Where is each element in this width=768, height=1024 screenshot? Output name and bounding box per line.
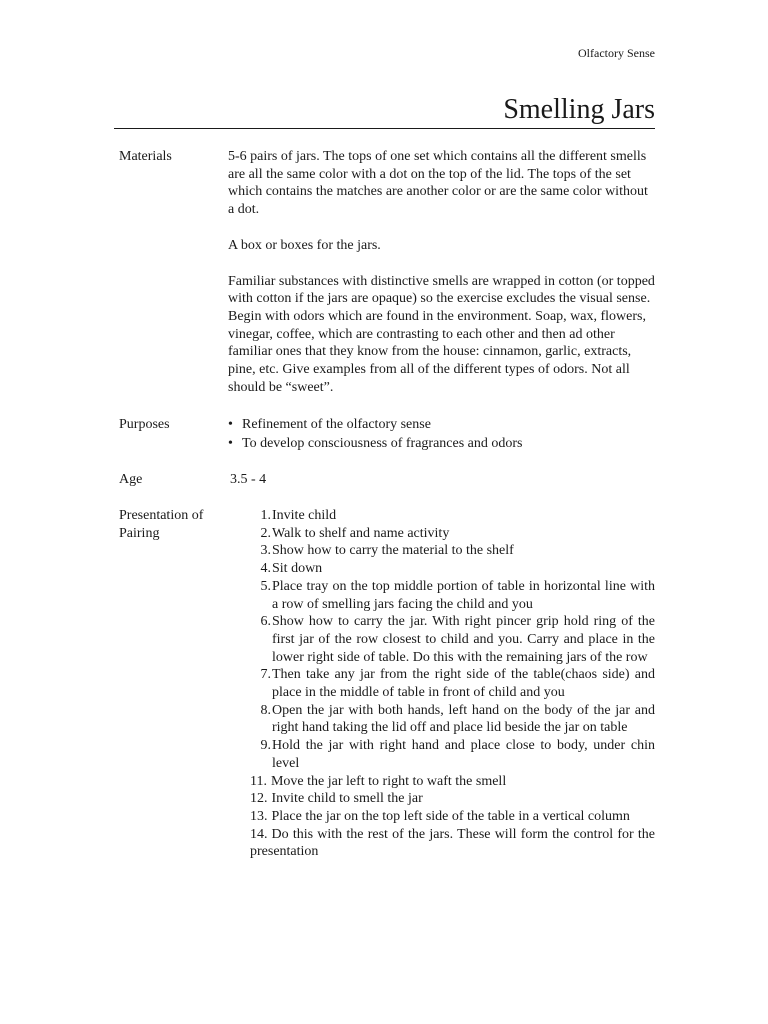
step-text: Hold the jar with right hand and place close to body, under chin level xyxy=(272,738,655,771)
age-section xyxy=(119,471,655,491)
step-text: Place the jar on the top left side of the table in a vertical column xyxy=(271,808,630,824)
step-text: Invite child to smell the jar xyxy=(271,791,423,807)
step-number: 7. xyxy=(260,667,271,683)
paragraph-gap xyxy=(228,219,655,237)
step-item xyxy=(228,808,655,826)
step-text: Open the jar with both hands, left hand on the body of the jar and right hand taking the lid off and place lid beside the jar on table xyxy=(272,702,655,736)
step-item xyxy=(228,773,655,791)
step-text: Show how to carry the jar. With right pincer grip hold ring of the first jar of the row closest to child and you. Carry and place in the lower right side of table. Do this with the remaining jars of the row xyxy=(272,614,655,665)
step-number: 3. xyxy=(260,543,271,559)
step-item xyxy=(228,702,655,737)
step-number: 9. xyxy=(260,738,271,754)
step-number: 12. xyxy=(250,791,268,807)
materials-paragraph: A box or boxes for the jars. xyxy=(228,237,381,253)
step-item xyxy=(228,560,655,578)
step-item xyxy=(228,525,655,543)
purposes-label: Purposes xyxy=(119,417,170,432)
step-text: Show how to carry the material to the shelf xyxy=(272,543,514,559)
step-number: 8. xyxy=(260,702,271,718)
materials-label: Materials xyxy=(119,149,172,164)
materials-paragraph: Familiar substances with distinctive smells are wrapped in cotton (or topped with cotton if the jars are opaque) so the exercise excludes the visual sense. Begin with odors which are found in the environment. Soap, wax, flowers, vinegar, coffee, which are contrasting to each other and then ad other familiar ones that they know from the house: cinnamon, garlic, extracts, pine, etc. Give examples from all of the different types of odors. Not all should be “sweet”. xyxy=(228,273,655,395)
step-item xyxy=(228,790,655,808)
step-number: 13. xyxy=(250,808,268,824)
step-item xyxy=(228,666,655,701)
step-text: Invite child xyxy=(272,508,337,523)
step-number: 6. xyxy=(260,614,271,630)
step-text: Place tray on the top middle portion of table in horizontal line with a row of smelling jars facing the child and you xyxy=(272,578,655,612)
purposes-list xyxy=(228,416,655,452)
step-number: 2. xyxy=(260,525,271,541)
step-item xyxy=(228,507,655,525)
step-text: Do this with the rest of the jars. These will form the control for the presentation xyxy=(250,826,655,860)
purposes-section xyxy=(119,416,655,456)
title-rule xyxy=(114,128,655,129)
step-text: Sit down xyxy=(272,561,323,577)
purpose-item: • To develop consciousness of fragrances and odors xyxy=(228,435,655,453)
step-item xyxy=(228,542,655,560)
step-item xyxy=(228,737,655,772)
purposes-body xyxy=(228,416,655,453)
step-number: 5. xyxy=(260,578,271,594)
purpose-item: • Refinement of the olfactory sense xyxy=(228,416,655,434)
document-title: Smelling Jars xyxy=(503,94,655,125)
step-number: 1. xyxy=(260,508,271,523)
materials-paragraph: 5-6 pairs of jars. The tops of one set which contains all the different smells are all the same color with a dot on the top of the lid. The tops of the set which contains the matches are another color or are the same color without a dot. xyxy=(228,149,648,218)
header-label: Olfactory Sense xyxy=(578,46,655,60)
step-number: 4. xyxy=(260,561,271,577)
materials-body xyxy=(228,148,655,396)
materials-section xyxy=(119,148,655,398)
presentation-label: Presentation of Pairing xyxy=(119,508,204,541)
presentation-body xyxy=(228,507,655,861)
step-item xyxy=(228,826,655,861)
step-item xyxy=(228,578,655,613)
presentation-section xyxy=(119,507,655,917)
step-item xyxy=(228,613,655,666)
age-label: Age xyxy=(119,472,143,487)
step-number: 14. xyxy=(250,826,268,842)
presentation-steps xyxy=(228,507,655,861)
paragraph-gap xyxy=(228,255,655,273)
step-text: Move the jar left to right to waft the smell xyxy=(270,773,507,789)
step-number: 11. xyxy=(250,773,267,789)
step-text: Then take any jar from the right side of the table(chaos side) and place in the middle of table in front of child and you xyxy=(272,667,655,701)
age-value: 3.5 - 4 xyxy=(230,472,267,487)
step-text: Walk to shelf and name activity xyxy=(272,525,450,541)
